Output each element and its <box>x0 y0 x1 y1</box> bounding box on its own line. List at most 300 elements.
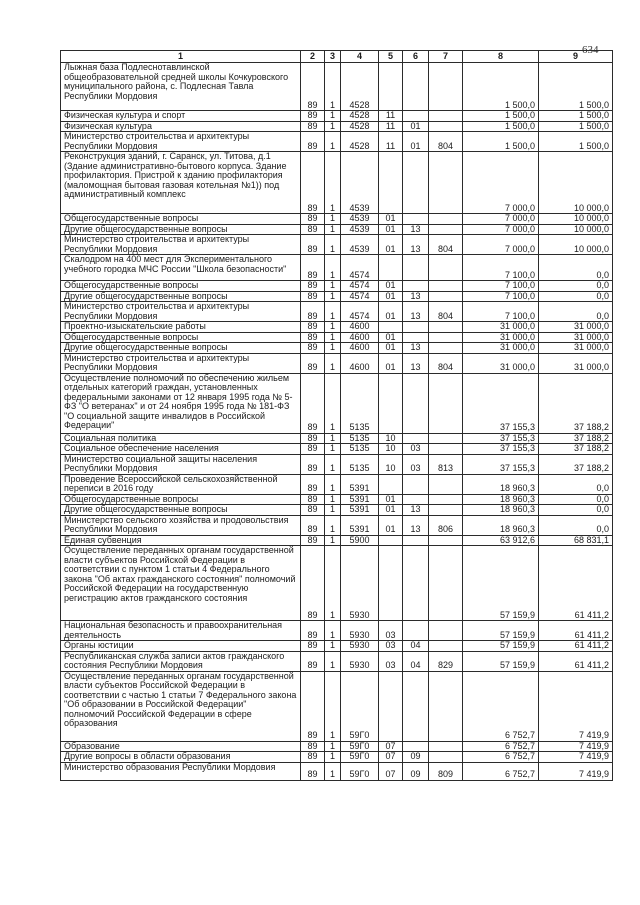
cell-col-3: 1 <box>325 152 341 214</box>
cell-col-2: 89 <box>301 152 325 214</box>
table-row <box>61 291 613 302</box>
row-name-cell: Осуществление переданных органам государственной власти субъектов Российской Федерации в соответствии с пунктом 1 статьи 4 Федерального закона "Об актах гражданского состояния" полномочий Российской Федерации на государственную регистрацию актов гражданского состояния <box>61 546 301 621</box>
cell-col-6 <box>403 671 429 741</box>
row-name-cell: Проектно-изыскательские работы <box>61 322 301 333</box>
cell-col-5: 07 <box>379 741 403 752</box>
cell-col-2: 89 <box>301 332 325 343</box>
cell-col-5: 10 <box>379 444 403 455</box>
cell-col-6: 04 <box>403 651 429 671</box>
table-row <box>61 546 613 621</box>
cell-col-8: 18 960,3 <box>463 494 539 505</box>
cell-col-8: 57 159,9 <box>463 641 539 652</box>
row-name-cell: Министерство строительства и архитектуры Республики Мордовия <box>61 132 301 152</box>
cell-col-9: 7 419,9 <box>539 762 613 780</box>
cell-col-7 <box>429 332 463 343</box>
column-header-4: 4 <box>341 51 379 63</box>
cell-col-7 <box>429 281 463 292</box>
cell-col-3: 1 <box>325 281 341 292</box>
cell-col-3: 1 <box>325 651 341 671</box>
cell-col-8: 18 960,3 <box>463 515 539 535</box>
cell-col-9: 37 188,2 <box>539 373 613 433</box>
table-row <box>61 621 613 641</box>
cell-col-6 <box>403 474 429 494</box>
cell-col-6: 13 <box>403 505 429 516</box>
cell-col-4: 4574 <box>341 255 379 281</box>
cell-col-5: 01 <box>379 332 403 343</box>
cell-col-3: 1 <box>325 63 341 111</box>
cell-col-9: 10 000,0 <box>539 235 613 255</box>
cell-col-9: 7 419,9 <box>539 752 613 763</box>
cell-col-7 <box>429 433 463 444</box>
cell-col-3: 1 <box>325 343 341 354</box>
cell-col-4: 4600 <box>341 332 379 343</box>
cell-col-3: 1 <box>325 302 341 322</box>
cell-col-7: 804 <box>429 302 463 322</box>
cell-col-2: 89 <box>301 132 325 152</box>
cell-col-7: 809 <box>429 762 463 780</box>
cell-col-2: 89 <box>301 671 325 741</box>
cell-col-4: 4600 <box>341 353 379 373</box>
cell-col-5 <box>379 322 403 333</box>
column-header-8: 8 <box>463 51 539 63</box>
cell-col-5 <box>379 535 403 546</box>
cell-col-2: 89 <box>301 281 325 292</box>
cell-col-4: 4574 <box>341 302 379 322</box>
cell-col-9: 10 000,0 <box>539 224 613 235</box>
cell-col-5: 03 <box>379 641 403 652</box>
cell-col-9: 0,0 <box>539 302 613 322</box>
row-name-cell: Республиканская служба записи актов гражданского состояния Республики Мордовия <box>61 651 301 671</box>
cell-col-2: 89 <box>301 762 325 780</box>
cell-col-5: 03 <box>379 621 403 641</box>
cell-col-3: 1 <box>325 132 341 152</box>
cell-col-5 <box>379 255 403 281</box>
table-row <box>61 762 613 780</box>
cell-col-7 <box>429 63 463 111</box>
cell-col-3: 1 <box>325 762 341 780</box>
table-row <box>61 535 613 546</box>
cell-col-6 <box>403 741 429 752</box>
cell-col-4: 4600 <box>341 322 379 333</box>
cell-col-5: 01 <box>379 224 403 235</box>
cell-col-5: 01 <box>379 494 403 505</box>
cell-col-3: 1 <box>325 535 341 546</box>
cell-col-2: 89 <box>301 515 325 535</box>
cell-col-6: 01 <box>403 132 429 152</box>
cell-col-3: 1 <box>325 444 341 455</box>
cell-col-3: 1 <box>325 332 341 343</box>
cell-col-3: 1 <box>325 671 341 741</box>
cell-col-6 <box>403 433 429 444</box>
cell-col-2: 89 <box>301 444 325 455</box>
cell-col-5: 03 <box>379 651 403 671</box>
row-name-cell: Другие общегосударственные вопросы <box>61 291 301 302</box>
table-row <box>61 332 613 343</box>
cell-col-5: 01 <box>379 353 403 373</box>
column-header-6: 6 <box>403 51 429 63</box>
cell-col-6: 09 <box>403 762 429 780</box>
cell-col-5 <box>379 63 403 111</box>
cell-col-4: 5135 <box>341 444 379 455</box>
row-name-cell: Другие общегосударственные вопросы <box>61 224 301 235</box>
cell-col-5: 01 <box>379 302 403 322</box>
cell-col-9: 31 000,0 <box>539 353 613 373</box>
cell-col-4: 4539 <box>341 152 379 214</box>
cell-col-2: 89 <box>301 224 325 235</box>
row-name-cell: Министерство социальной защиты населения Республики Мордовия <box>61 454 301 474</box>
table-row <box>61 111 613 122</box>
cell-col-2: 89 <box>301 235 325 255</box>
cell-col-8: 63 912,6 <box>463 535 539 546</box>
cell-col-5: 11 <box>379 132 403 152</box>
cell-col-8: 6 752,7 <box>463 671 539 741</box>
cell-col-9: 1 500,0 <box>539 121 613 132</box>
table-row <box>61 214 613 225</box>
cell-col-3: 1 <box>325 235 341 255</box>
cell-col-8: 7 000,0 <box>463 235 539 255</box>
cell-col-6: 03 <box>403 444 429 455</box>
cell-col-9: 31 000,0 <box>539 322 613 333</box>
cell-col-5 <box>379 671 403 741</box>
cell-col-4: 4528 <box>341 132 379 152</box>
cell-col-6: 13 <box>403 291 429 302</box>
cell-col-4: 5391 <box>341 494 379 505</box>
cell-col-5: 07 <box>379 762 403 780</box>
cell-col-3: 1 <box>325 433 341 444</box>
table-row <box>61 515 613 535</box>
cell-col-8: 37 155,3 <box>463 454 539 474</box>
cell-col-8: 6 752,7 <box>463 762 539 780</box>
cell-col-7: 829 <box>429 651 463 671</box>
cell-col-6 <box>403 255 429 281</box>
row-name-cell: Общегосударственные вопросы <box>61 494 301 505</box>
cell-col-7: 813 <box>429 454 463 474</box>
cell-col-6 <box>403 152 429 214</box>
cell-col-8: 7 000,0 <box>463 224 539 235</box>
cell-col-3: 1 <box>325 641 341 652</box>
cell-col-4: 59Г0 <box>341 741 379 752</box>
cell-col-2: 89 <box>301 121 325 132</box>
cell-col-4: 5391 <box>341 505 379 516</box>
cell-col-9: 1 500,0 <box>539 132 613 152</box>
cell-col-2: 89 <box>301 651 325 671</box>
cell-col-4: 5391 <box>341 474 379 494</box>
column-header-1: 1 <box>61 51 301 63</box>
cell-col-6 <box>403 332 429 343</box>
cell-col-8: 31 000,0 <box>463 322 539 333</box>
table-row <box>61 132 613 152</box>
cell-col-4: 5930 <box>341 621 379 641</box>
cell-col-3: 1 <box>325 322 341 333</box>
cell-col-6: 13 <box>403 302 429 322</box>
cell-col-2: 89 <box>301 302 325 322</box>
cell-col-6 <box>403 535 429 546</box>
row-name-cell: Осуществление полномочий по обеспечению жильем отдельных категорий граждан, установленных федеральными законами от 12 января 1995 года № 5-ФЗ "О ветеранах" и от 24 ноября 1995 года № 181-ФЗ "О социальной защите инвалидов в Российской Федерации" <box>61 373 301 433</box>
cell-col-2: 89 <box>301 373 325 433</box>
table-row <box>61 752 613 763</box>
budget-table <box>60 50 613 781</box>
table-row <box>61 353 613 373</box>
cell-col-7 <box>429 343 463 354</box>
cell-col-6: 13 <box>403 343 429 354</box>
cell-col-5 <box>379 474 403 494</box>
cell-col-5: 01 <box>379 235 403 255</box>
row-name-cell: Министерство строительства и архитектуры Республики Мордовия <box>61 235 301 255</box>
cell-col-4: 4600 <box>341 343 379 354</box>
row-name-cell: Министерство строительства и архитектуры Республики Мордовия <box>61 353 301 373</box>
cell-col-6 <box>403 63 429 111</box>
cell-col-3: 1 <box>325 546 341 621</box>
cell-col-7 <box>429 546 463 621</box>
row-name-cell: Общегосударственные вопросы <box>61 214 301 225</box>
cell-col-3: 1 <box>325 291 341 302</box>
cell-col-8: 7 100,0 <box>463 291 539 302</box>
cell-col-3: 1 <box>325 214 341 225</box>
cell-col-3: 1 <box>325 474 341 494</box>
cell-col-3: 1 <box>325 494 341 505</box>
cell-col-7 <box>429 291 463 302</box>
cell-col-8: 18 960,3 <box>463 505 539 516</box>
table-row <box>61 255 613 281</box>
cell-col-6: 13 <box>403 235 429 255</box>
row-name-cell: Лыжная база Подлеснотавлинской общеобразовательной средней школы Кочкуровского муниципального района, с. Подлесная Тавла Республики Мордовия <box>61 63 301 111</box>
row-name-cell: Осуществление переданных органам государственной власти субъектов Российской Федерации в соответствии с частью 1 статьи 7 Федерального закона "Об образовании в Российской Федерации" полномочий Российской Федерации в сфере образования <box>61 671 301 741</box>
cell-col-4: 4528 <box>341 121 379 132</box>
cell-col-3: 1 <box>325 621 341 641</box>
row-name-cell: Образование <box>61 741 301 752</box>
cell-col-2: 89 <box>301 214 325 225</box>
cell-col-3: 1 <box>325 121 341 132</box>
cell-col-4: 5135 <box>341 373 379 433</box>
cell-col-2: 89 <box>301 322 325 333</box>
cell-col-7 <box>429 255 463 281</box>
cell-col-4: 4528 <box>341 111 379 122</box>
cell-col-6 <box>403 322 429 333</box>
cell-col-8: 7 000,0 <box>463 214 539 225</box>
row-name-cell: Проведение Всероссийской сельскохозяйственной переписи в 2016 году <box>61 474 301 494</box>
table-row <box>61 494 613 505</box>
cell-col-5: 10 <box>379 433 403 444</box>
row-name-cell: Министерство строительства и архитектуры Республики Мордовия <box>61 302 301 322</box>
cell-col-8: 37 155,3 <box>463 373 539 433</box>
cell-col-2: 89 <box>301 741 325 752</box>
cell-col-4: 4574 <box>341 281 379 292</box>
cell-col-7 <box>429 494 463 505</box>
table-row <box>61 343 613 354</box>
cell-col-8: 57 159,9 <box>463 621 539 641</box>
row-name-cell: Другие общегосударственные вопросы <box>61 505 301 516</box>
cell-col-9: 61 411,2 <box>539 651 613 671</box>
cell-col-8: 31 000,0 <box>463 353 539 373</box>
table-row <box>61 454 613 474</box>
column-header-9: 9 <box>539 51 613 63</box>
cell-col-9: 61 411,2 <box>539 641 613 652</box>
cell-col-6 <box>403 546 429 621</box>
row-name-cell: Министерство образования Республики Мордовия <box>61 762 301 780</box>
cell-col-5 <box>379 546 403 621</box>
cell-col-4: 59Г0 <box>341 671 379 741</box>
table-row <box>61 444 613 455</box>
table-row <box>61 373 613 433</box>
cell-col-4: 5391 <box>341 515 379 535</box>
cell-col-8: 37 155,3 <box>463 433 539 444</box>
cell-col-6: 01 <box>403 121 429 132</box>
cell-col-8: 1 500,0 <box>463 132 539 152</box>
cell-col-7: 804 <box>429 353 463 373</box>
row-name-cell: Министерство сельского хозяйства и продовольствия Республики Мордовия <box>61 515 301 535</box>
cell-col-7: 804 <box>429 132 463 152</box>
cell-col-9: 1 500,0 <box>539 63 613 111</box>
cell-col-2: 89 <box>301 505 325 516</box>
row-name-cell: Другие вопросы в области образования <box>61 752 301 763</box>
cell-col-7 <box>429 535 463 546</box>
cell-col-9: 37 188,2 <box>539 444 613 455</box>
row-name-cell: Другие общегосударственные вопросы <box>61 343 301 354</box>
cell-col-2: 89 <box>301 343 325 354</box>
cell-col-2: 89 <box>301 433 325 444</box>
row-name-cell: Скалодром на 400 мест для Экспериментального учебного городка МЧС России "Школа безопасности" <box>61 255 301 281</box>
cell-col-6: 04 <box>403 641 429 652</box>
cell-col-4: 5900 <box>341 535 379 546</box>
cell-col-6: 13 <box>403 353 429 373</box>
cell-col-6: 03 <box>403 454 429 474</box>
cell-col-2: 89 <box>301 353 325 373</box>
cell-col-3: 1 <box>325 373 341 433</box>
cell-col-5: 01 <box>379 505 403 516</box>
cell-col-9: 31 000,0 <box>539 332 613 343</box>
cell-col-9: 61 411,2 <box>539 621 613 641</box>
cell-col-7 <box>429 224 463 235</box>
table-row <box>61 474 613 494</box>
cell-col-8: 1 500,0 <box>463 121 539 132</box>
cell-col-7 <box>429 444 463 455</box>
cell-col-4: 4539 <box>341 224 379 235</box>
table-row <box>61 224 613 235</box>
cell-col-7: 806 <box>429 515 463 535</box>
column-header-2: 2 <box>301 51 325 63</box>
cell-col-6 <box>403 621 429 641</box>
cell-col-4: 5930 <box>341 546 379 621</box>
cell-col-4: 5135 <box>341 454 379 474</box>
cell-col-2: 89 <box>301 255 325 281</box>
cell-col-6 <box>403 281 429 292</box>
table-row <box>61 121 613 132</box>
cell-col-2: 89 <box>301 111 325 122</box>
cell-col-3: 1 <box>325 505 341 516</box>
cell-col-2: 89 <box>301 546 325 621</box>
cell-col-9: 0,0 <box>539 515 613 535</box>
cell-col-8: 1 500,0 <box>463 63 539 111</box>
cell-col-2: 89 <box>301 454 325 474</box>
cell-col-5: 01 <box>379 281 403 292</box>
cell-col-3: 1 <box>325 515 341 535</box>
cell-col-2: 89 <box>301 641 325 652</box>
column-header-7: 7 <box>429 51 463 63</box>
cell-col-5: 07 <box>379 752 403 763</box>
cell-col-2: 89 <box>301 63 325 111</box>
cell-col-4: 59Г0 <box>341 752 379 763</box>
cell-col-5: 11 <box>379 121 403 132</box>
cell-col-6 <box>403 494 429 505</box>
cell-col-5 <box>379 152 403 214</box>
page-number: 634 <box>582 44 599 56</box>
table-row <box>61 671 613 741</box>
cell-col-4: 5930 <box>341 641 379 652</box>
row-name-cell: Единая субвенция <box>61 535 301 546</box>
cell-col-9: 10 000,0 <box>539 152 613 214</box>
row-name-cell: Социальное обеспечение населения <box>61 444 301 455</box>
cell-col-9: 0,0 <box>539 281 613 292</box>
cell-col-9: 68 831,1 <box>539 535 613 546</box>
cell-col-7 <box>429 121 463 132</box>
column-header-3: 3 <box>325 51 341 63</box>
cell-col-7 <box>429 621 463 641</box>
cell-col-3: 1 <box>325 111 341 122</box>
cell-col-7 <box>429 152 463 214</box>
cell-col-7 <box>429 505 463 516</box>
cell-col-8: 57 159,9 <box>463 651 539 671</box>
cell-col-9: 10 000,0 <box>539 214 613 225</box>
cell-col-7 <box>429 373 463 433</box>
cell-col-6: 09 <box>403 752 429 763</box>
cell-col-8: 7 100,0 <box>463 281 539 292</box>
cell-col-4: 4539 <box>341 214 379 225</box>
cell-col-8: 18 960,3 <box>463 474 539 494</box>
cell-col-2: 89 <box>301 621 325 641</box>
table-row <box>61 63 613 111</box>
row-name-cell: Национальная безопасность и правоохранительная деятельность <box>61 621 301 641</box>
table-row <box>61 741 613 752</box>
cell-col-7 <box>429 322 463 333</box>
cell-col-9: 0,0 <box>539 291 613 302</box>
cell-col-8: 7 100,0 <box>463 255 539 281</box>
cell-col-7 <box>429 641 463 652</box>
row-name-cell: Физическая культура и спорт <box>61 111 301 122</box>
cell-col-5: 01 <box>379 343 403 354</box>
table-row <box>61 322 613 333</box>
cell-col-4: 4574 <box>341 291 379 302</box>
cell-col-3: 1 <box>325 752 341 763</box>
cell-col-3: 1 <box>325 224 341 235</box>
cell-col-5: 10 <box>379 454 403 474</box>
cell-col-8: 57 159,9 <box>463 546 539 621</box>
cell-col-2: 89 <box>301 752 325 763</box>
cell-col-7 <box>429 474 463 494</box>
cell-col-9: 7 419,9 <box>539 741 613 752</box>
cell-col-5: 01 <box>379 291 403 302</box>
cell-col-8: 6 752,7 <box>463 752 539 763</box>
row-name-cell: Социальная политика <box>61 433 301 444</box>
cell-col-3: 1 <box>325 454 341 474</box>
table-row <box>61 302 613 322</box>
table-row <box>61 235 613 255</box>
table-row <box>61 651 613 671</box>
cell-col-7 <box>429 214 463 225</box>
cell-col-2: 89 <box>301 535 325 546</box>
cell-col-6 <box>403 214 429 225</box>
cell-col-9: 61 411,2 <box>539 546 613 621</box>
cell-col-3: 1 <box>325 255 341 281</box>
table-row <box>61 433 613 444</box>
cell-col-8: 37 155,3 <box>463 444 539 455</box>
cell-col-9: 37 188,2 <box>539 454 613 474</box>
row-name-cell: Реконструкция зданий, г. Саранск, ул. Титова, д.1 (Здание административно-бытового корпуса. Здание профилактория. Пристрой к зданию профилактория (маломощная бытовая газовая котельная №1)) под административный комплекс <box>61 152 301 214</box>
cell-col-5: 01 <box>379 214 403 225</box>
cell-col-7: 804 <box>429 235 463 255</box>
cell-col-9: 0,0 <box>539 494 613 505</box>
cell-col-9: 0,0 <box>539 505 613 516</box>
cell-col-8: 7 100,0 <box>463 302 539 322</box>
